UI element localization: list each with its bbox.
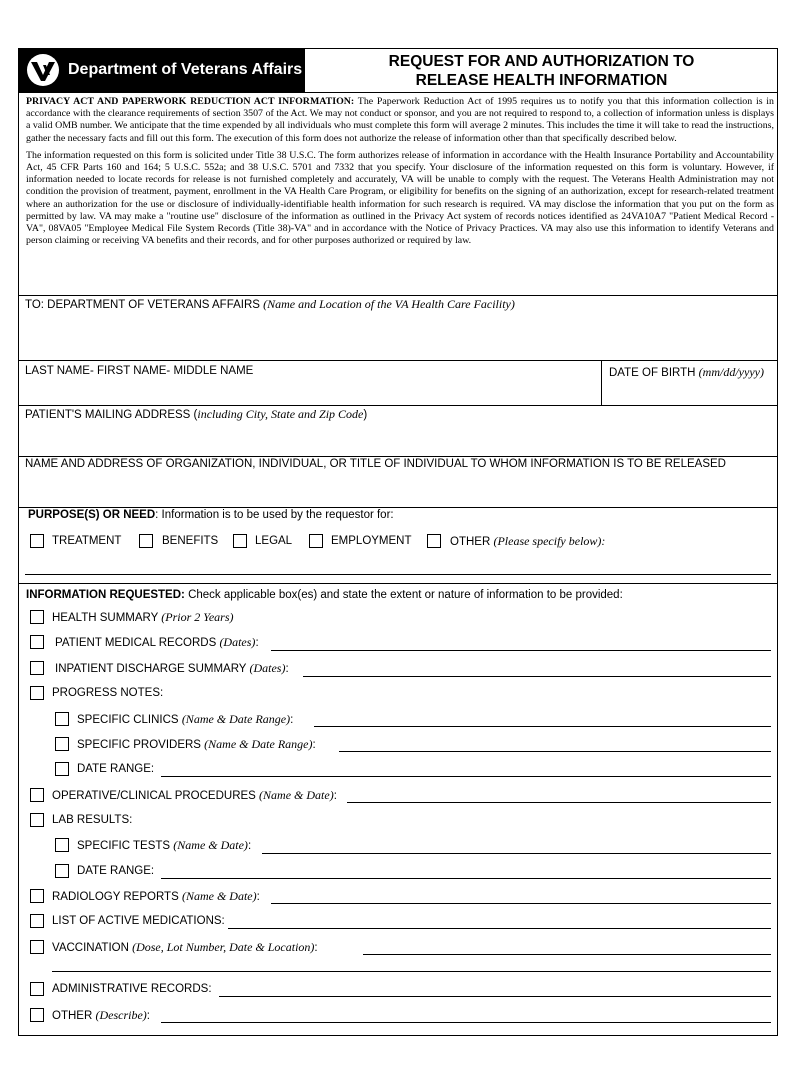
other-records-checkbox[interactable] <box>30 1008 44 1022</box>
dob-hint: (mm/dd/yyyy) <box>698 365 764 379</box>
privacy-para2: The information requested on this form is solicited under Title 38 U.S.C. The form authorizes release of information in accordance with the Health Insurance Portability and Accountability Act, 45 CFR Parts 160 and 164; 5 U.S.C. 552a; and 38 U.S.C. 5701 and 7332 that you specify. Your disclosure of the information requested on this form is voluntary. However, if information needed to locate records for release is not furnished completely and accurately, VA will be unable to comply with the request. The Veterans Health Administration may not condition the provision of treatment, payment, enrollment in the VA Health Care Program, or eligibility for benefits on the signing of an authorization, except for research-related treatment where an authorization for the use or disclosure of individually-identifiable health information for such research is required. VA may disclose the information that you put on the form as permitted by law. VA may make a "routine use" disclosure of the information as outlined in the Privacy Act system of records notices identified as 24VA10A7 "Patient Medical Record - VA", 08VA05 "Employee Medical File System Records (Title 38)-VA" and in accordance with the Notice of Privacy Practices. VA may also use this information to identify Veterans and person claiming or receiving VA benefits and their records, and for other purposes authorized or required by law. <box>26 149 774 247</box>
inpatient-discharge-summary-line[interactable] <box>303 676 771 677</box>
item-label: RADIOLOGY REPORTS <box>52 891 182 903</box>
purpose-other-checkbox[interactable] <box>427 534 441 548</box>
purpose-text: : Information is to be used by the requestor for: <box>155 509 394 521</box>
patient-name-field[interactable]: LAST NAME- FIRST NAME- MIDDLE NAME <box>25 365 254 377</box>
info-heading-text: Check applicable box(es) and state the extent or nature of information to be provided: <box>184 589 623 601</box>
purpose-legal-checkbox[interactable] <box>233 534 247 548</box>
dob-label: DATE OF BIRTH <box>609 367 699 379</box>
divider <box>18 507 778 508</box>
item-suffix: : <box>333 790 337 802</box>
specific-clinics-label <box>77 712 293 727</box>
info-requested-heading <box>26 589 623 601</box>
administrative-records-line[interactable] <box>219 996 771 997</box>
purpose-treatment-label: TREATMENT <box>52 535 122 547</box>
privacy-heading: PRIVACY ACT AND PAPERWORK REDUCTION ACT INFORMATION: <box>26 96 355 107</box>
purpose-treatment-checkbox[interactable] <box>30 534 44 548</box>
administrative-records-label: ADMINISTRATIVE RECORDS: <box>52 983 212 995</box>
lab-results-checkbox[interactable] <box>30 813 44 827</box>
lab-date-range-label: DATE RANGE: <box>77 865 155 877</box>
radiology-reports-line[interactable] <box>271 903 771 904</box>
specific-providers-line[interactable] <box>339 751 771 752</box>
other-records-line[interactable] <box>161 1022 771 1023</box>
patient-medical-records-label <box>55 635 259 650</box>
patient-medical-records-line[interactable] <box>271 650 771 651</box>
operative-procedures-checkbox[interactable] <box>30 788 44 802</box>
specific-clinics-checkbox[interactable] <box>55 712 69 726</box>
item-hint: (Name & Date) <box>181 889 257 903</box>
progress-date-range-line[interactable] <box>161 776 771 777</box>
to-label: TO: DEPARTMENT OF VETERANS AFFAIRS <box>25 299 264 311</box>
inpatient-discharge-summary-label <box>55 661 289 676</box>
vaccination-line[interactable] <box>363 954 771 955</box>
purpose-benefits-label: BENEFITS <box>162 535 219 547</box>
form-title-line2: RELEASE HEALTH INFORMATION <box>415 72 668 89</box>
divider-vertical <box>601 360 602 405</box>
item-suffix: : <box>255 637 259 649</box>
item-suffix: : <box>146 1010 150 1022</box>
form-title <box>305 48 778 92</box>
purpose-other-line[interactable] <box>25 574 771 575</box>
divider <box>18 360 778 361</box>
administrative-records-checkbox[interactable] <box>30 982 44 996</box>
active-medications-label: LIST OF ACTIVE MEDICATIONS: <box>52 915 225 927</box>
item-label: SPECIFIC TESTS <box>77 840 174 852</box>
item-suffix: : <box>290 714 294 726</box>
purpose-employment-checkbox[interactable] <box>309 534 323 548</box>
purpose-other-hint: (Please specify below): <box>493 534 606 548</box>
purpose-employment-label: EMPLOYMENT <box>331 535 412 547</box>
vaccination-line-2[interactable] <box>52 971 771 972</box>
item-hint: (Prior 2 Years) <box>161 610 234 624</box>
purpose-heading-bold: PURPOSE(S) OR NEED <box>28 509 156 521</box>
progress-notes-label: PROGRESS NOTES: <box>52 687 164 699</box>
purpose-other-text: OTHER <box>450 536 494 548</box>
item-hint: (Describe) <box>95 1008 147 1022</box>
patient-medical-records-checkbox[interactable] <box>30 635 44 649</box>
item-suffix: : <box>285 663 289 675</box>
item-hint: (Name & Date Range) <box>204 737 313 751</box>
recipient-field[interactable]: NAME AND ADDRESS OF ORGANIZATION, INDIVIDUAL, OR TITLE OF INDIVIDUAL TO WHOM INFORMATION IS TO BE RELEASED <box>25 458 726 470</box>
other-records-label <box>52 1008 150 1023</box>
specific-tests-checkbox[interactable] <box>55 838 69 852</box>
divider <box>18 456 778 457</box>
lab-date-range-checkbox[interactable] <box>55 864 69 878</box>
item-label: PATIENT MEDICAL RECORDS <box>55 637 220 649</box>
agency-name: Department of Veterans Affairs <box>68 61 303 78</box>
inpatient-discharge-summary-checkbox[interactable] <box>30 661 44 675</box>
item-hint: (Dose, Lot Number, Date & Location) <box>132 940 315 954</box>
specific-tests-line[interactable] <box>262 853 771 854</box>
to-facility-field[interactable] <box>25 297 515 312</box>
item-suffix: : <box>314 942 318 954</box>
mailing-address-field[interactable] <box>25 407 367 422</box>
health-summary-checkbox[interactable] <box>30 610 44 624</box>
operative-procedures-line[interactable] <box>347 802 771 803</box>
specific-tests-label <box>77 838 251 853</box>
progress-date-range-checkbox[interactable] <box>55 762 69 776</box>
item-hint: (Dates) <box>219 635 256 649</box>
divider <box>18 295 778 296</box>
progress-notes-checkbox[interactable] <box>30 686 44 700</box>
info-heading-bold: INFORMATION REQUESTED: <box>26 589 185 601</box>
address-label: PATIENT'S MAILING ADDRESS ( <box>25 409 198 421</box>
item-hint: (Name & Date) <box>259 788 334 802</box>
item-label: VACCINATION <box>52 942 133 954</box>
item-suffix: : <box>312 739 316 751</box>
address-hint: including City, State and Zip Code <box>197 407 364 421</box>
health-summary-label <box>52 610 234 625</box>
privacy-notice <box>26 96 774 252</box>
privacy-para1-body: The Paperwork Reduction Act of 1995 requires us to notify you that this information collection is in accordance with the clearance requirements of section 3507 of the Act. We may not conduct or sponsor, and you are not required to respond to, a collection of information unless is displays a valid OMB number. We anticipate that the time expended by all individuals who must complete this form will average 2 minutes. This includes the time it will take to read the instructions, gather the necessary facts and fill out this form. The execution of this form does not authorize the release of information other than that specifically described below. <box>26 96 774 144</box>
divider <box>18 583 778 584</box>
radiology-reports-label <box>52 889 260 904</box>
active-medications-line[interactable] <box>228 928 771 929</box>
purpose-legal-label: LEGAL <box>255 535 293 547</box>
active-medications-checkbox[interactable] <box>30 914 44 928</box>
lab-date-range-line[interactable] <box>161 878 771 879</box>
radiology-reports-checkbox[interactable] <box>30 889 44 903</box>
address-close: ) <box>363 409 368 421</box>
va-logo-icon <box>26 53 60 87</box>
purpose-heading <box>28 509 394 521</box>
vaccination-label <box>52 940 318 955</box>
item-suffix: : <box>256 891 260 903</box>
privacy-para1 <box>26 96 774 145</box>
date-of-birth-field[interactable] <box>609 365 764 380</box>
form-title-line1: REQUEST FOR AND AUTHORIZATION TO <box>388 53 695 70</box>
specific-clinics-line[interactable] <box>314 726 771 727</box>
item-hint: (Name & Date Range) <box>181 712 291 726</box>
item-hint: (Name & Date) <box>173 838 248 852</box>
purpose-benefits-checkbox[interactable] <box>139 534 153 548</box>
item-label: HEALTH SUMMARY <box>52 612 162 624</box>
to-hint: (Name and Location of the VA Health Care Facility) <box>263 297 515 311</box>
divider <box>18 92 778 93</box>
va-header-logo <box>18 48 305 92</box>
item-label: SPECIFIC CLINICS <box>77 714 182 726</box>
operative-procedures-label <box>52 788 337 803</box>
lab-results-label: LAB RESULTS: <box>52 814 133 826</box>
specific-providers-label <box>77 737 316 752</box>
item-suffix: : <box>247 840 252 852</box>
item-hint: (Dates) <box>249 661 286 675</box>
divider <box>18 405 778 406</box>
item-label: OPERATIVE/CLINICAL PROCEDURES <box>52 790 260 802</box>
item-label: OTHER <box>52 1010 96 1022</box>
specific-providers-checkbox[interactable] <box>55 737 69 751</box>
vaccination-checkbox[interactable] <box>30 940 44 954</box>
progress-date-range-label: DATE RANGE: <box>77 763 155 775</box>
purpose-other-label <box>450 534 605 549</box>
item-label: INPATIENT DISCHARGE SUMMARY <box>55 663 250 675</box>
item-label: SPECIFIC PROVIDERS <box>77 739 205 751</box>
